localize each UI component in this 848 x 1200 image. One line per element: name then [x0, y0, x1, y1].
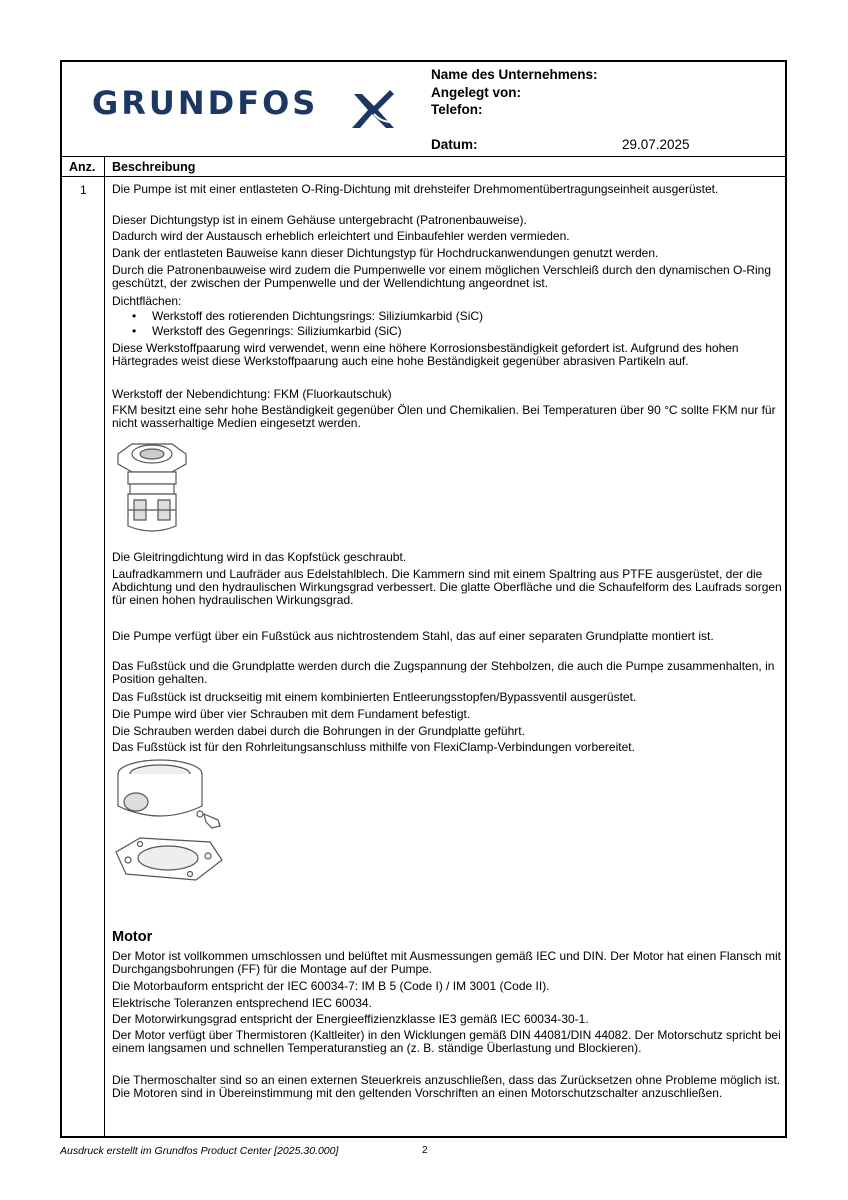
- paragraph: Die Pumpe verfügt über ein Fußstück aus nichtrostendem Stahl, das auf einer separaten Grundplatte montiert ist.: [112, 629, 714, 643]
- paragraph: Das Fußstück ist druckseitig mit einem kombinierten Entleerungsstopfen/Bypassventil ausgerüstet.: [112, 690, 637, 704]
- paragraph: Die Thermoschalter sind so an einen externen Steuerkreis anzuschließen, dass das Zurücksetzen ohne Probleme möglich ist. Die Motoren sind in Übereinstimmung mit den geltenden Vorschriften an einen Motorschutzschalter anzuschließen.: [112, 1073, 781, 1100]
- phone-label: Telefon:: [431, 102, 483, 117]
- paragraph: Werkstoff der Nebendichtung: FKM (Fluorkautschuk): [112, 387, 392, 401]
- created-by-label: Angelegt von:: [431, 84, 521, 100]
- paragraph: Der Motorwirkungsgrad entspricht der Energieeffizienzklasse IE3 gemäß IEC 60034-30-1.: [112, 1012, 589, 1026]
- grundfos-logo-icon: [348, 88, 396, 132]
- paragraph: Laufradkammern und Laufräder aus Edelstahlblech. Die Kammern sind mit einem Spaltring aus PTFE ausgerüstet, der die Abdichtung und den hydraulischen Wirkungsgrad verbessert. Die glatte Oberfläche und die Schaufelform des Laufrads sorgen für einen hohen hydraulischen Wirkungsgrad.: [112, 567, 782, 607]
- paragraph: Dieser Dichtungstyp ist in einem Gehäuse untergebracht (Patronenbauweise).: [112, 213, 527, 227]
- list-item: • Werkstoff des rotierenden Dichtungsrings: Siliziumkarbid (SiC): [132, 310, 732, 323]
- paragraph: Die Gleitringdichtung wird in das Kopfstück geschraubt.: [112, 550, 407, 564]
- qty-column-header: Anz.: [69, 160, 96, 174]
- list-item: • Werkstoff des Gegenrings: Siliziumkarbid (SiC): [132, 325, 732, 338]
- company-label: Name des Unternehmens:: [431, 67, 598, 82]
- paragraph: Elektrische Toleranzen entsprechend IEC 60034.: [112, 996, 372, 1010]
- date-label: Datum:: [431, 137, 478, 152]
- paragraph: Dank der entlasteten Bauweise kann dieser Dichtungstyp für Hochdruckanwendungen genutzt werden.: [112, 246, 659, 260]
- paragraph: Durch die Patronenbauweise wird zudem die Pumpenwelle vor einem möglichen Verschleiß durch den dynamischen O-Ring geschützt, der zwischen der Pumpenwelle und der Wellendichtung angeordnet ist.: [112, 263, 772, 290]
- column-separator: [104, 157, 105, 1138]
- bullet-list: [132, 310, 732, 338]
- paragraph: Das Fußstück ist für den Rohrleitungsanschluss mithilfe von FlexiClamp-Verbindungen vorbereitet.: [112, 740, 635, 754]
- description-column-header: Beschreibung: [112, 160, 196, 174]
- pump-base-illustration: [110, 756, 230, 896]
- paragraph: Das Fußstück und die Grundplatte werden durch die Zugspannung der Stehbolzen, die auch die Pumpe zusammenhalten, in Position gehalten.: [112, 659, 775, 686]
- paragraph: FKM besitzt eine sehr hohe Beständigkeit gegenüber Ölen und Chemikalien. Bei Temperaturen über 90 °C sollte FKM nur für nicht wasserhaltige Medien eingesetzt werden.: [112, 403, 776, 430]
- motor-heading: Motor: [112, 929, 153, 945]
- column-header-divider: [62, 176, 785, 177]
- paragraph: Dichtflächen:: [112, 294, 182, 308]
- date-value: 29.07.2025: [622, 137, 690, 152]
- row-number: 1: [80, 183, 87, 197]
- paragraph: Diese Werkstoffpaarung wird verwendet, wenn eine höhere Korrosionsbeständigkeit gefordert ist. Aufgrund des hohen Härtegrades weist diese Werkstoffpaarung auch eine hohe Beständigkeit gegenüber abrasiven Partikeln auf.: [112, 341, 739, 368]
- paragraph: Dadurch wird der Austausch erheblich erleichtert und Einbaufehler werden vermieden.: [112, 229, 570, 243]
- footer-text: Ausdruck erstellt im Grundfos Product Center [2025.30.000]: [60, 1145, 339, 1157]
- paragraph: Der Motor verfügt über Thermistoren (Kaltleiter) in den Wicklungen gemäß DIN 44081/DIN 44082. Der Motorschutz spricht bei einem langsamen und schnellen Temperaturanstieg an (z. B. ständige Überlastung und Blockieren).: [112, 1028, 781, 1055]
- paragraph: Die Motorbauform entspricht der IEC 60034-7: IM B 5 (Code I) / IM 3001 (Code II).: [112, 979, 550, 993]
- company-info: [431, 66, 598, 119]
- paragraph: Die Pumpe wird über vier Schrauben mit dem Fundament befestigt.: [112, 707, 471, 721]
- page-number: 2: [422, 1145, 428, 1156]
- header-divider: [62, 156, 785, 157]
- shaft-seal-illustration: [112, 440, 192, 538]
- document-frame: [60, 60, 787, 1138]
- grundfos-logo: GRUNDFOS: [92, 84, 318, 122]
- paragraph: Die Schrauben werden dabei durch die Bohrungen in der Grundplatte geführt.: [112, 724, 525, 738]
- paragraph: Der Motor ist vollkommen umschlossen und belüftet mit Ausmessungen gemäß IEC und DIN. Der Motor hat einen Flansch mit Durchgangsbohrungen (FF) für die Montage auf der Pumpe.: [112, 949, 781, 976]
- paragraph: Die Pumpe ist mit einer entlasteten O-Ring-Dichtung mit drehsteifer Drehmomentübertragungseinheit ausgerüstet.: [112, 182, 719, 196]
